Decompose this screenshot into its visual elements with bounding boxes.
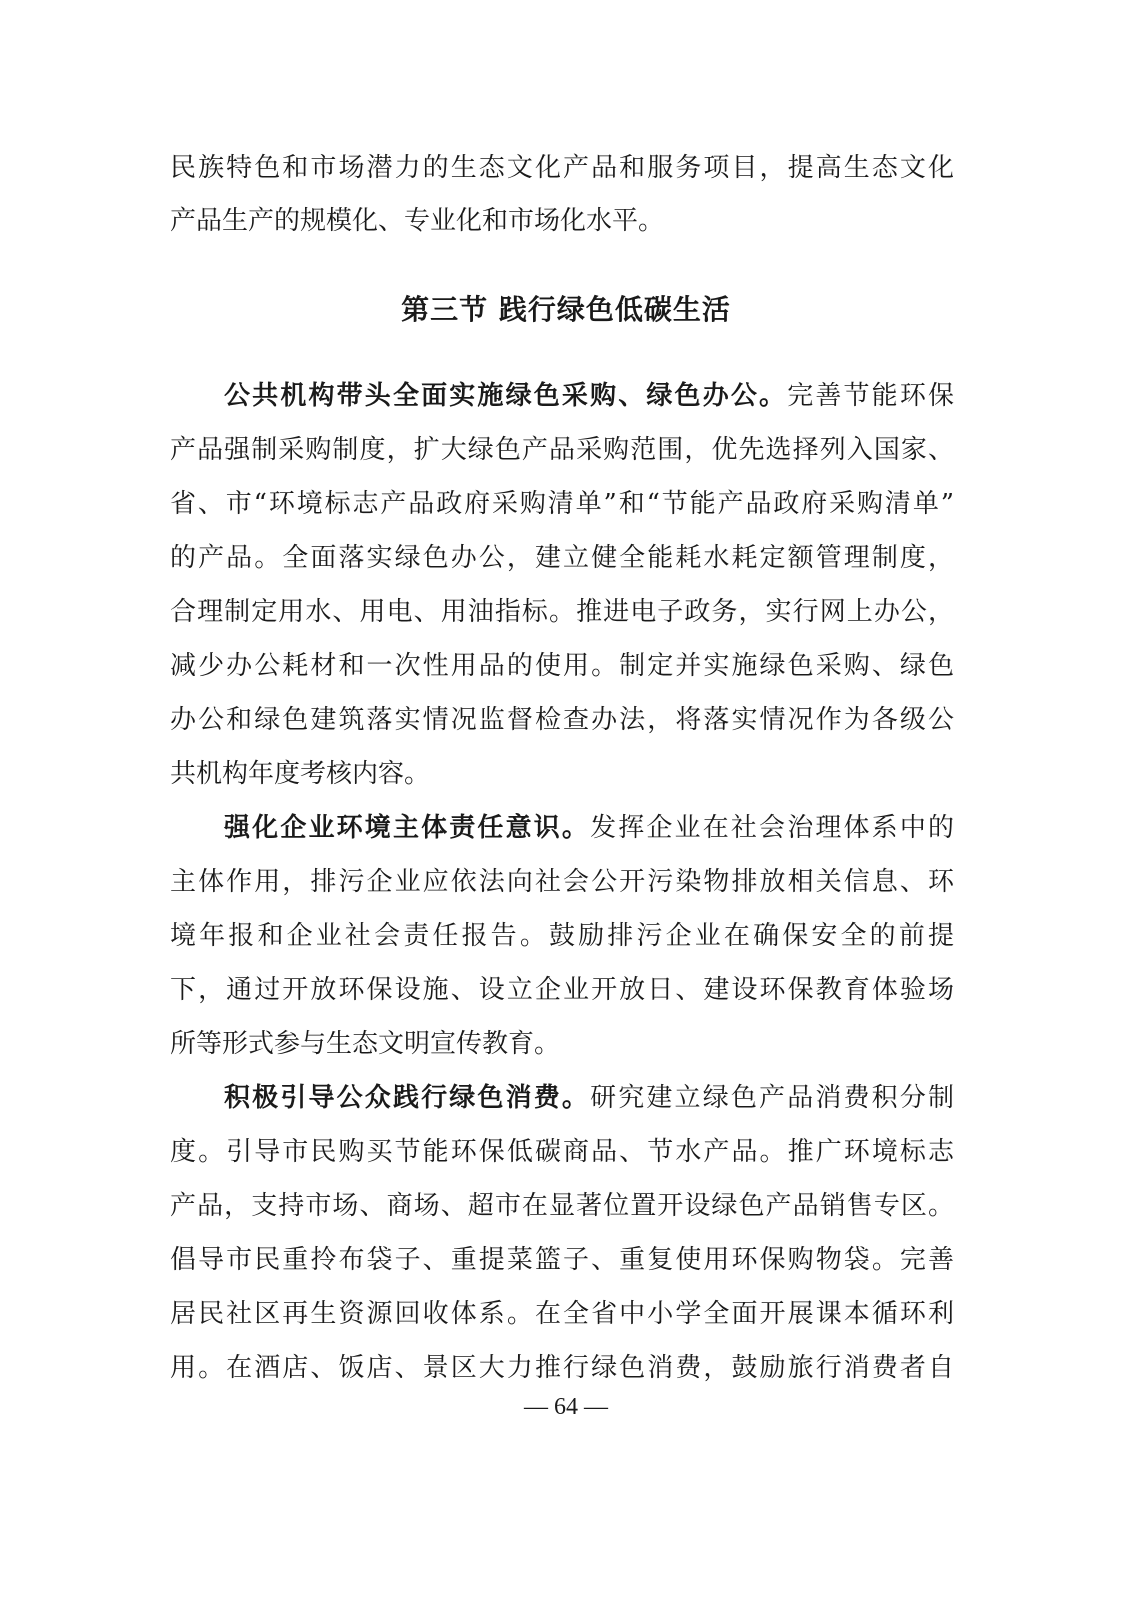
paragraph-line: 境年报和企业社会责任报告。鼓励排污企业在确保安全的前提 (170, 921, 954, 951)
paragraph-text: 完善节能环保 (787, 381, 954, 411)
paragraph-line: 主体作用，排污企业应依法向社会公开污染物排放相关信息、环 (170, 867, 954, 897)
paragraph-first-line (170, 378, 954, 414)
paragraph-line: 居民社区再生资源回收体系。在全省中小学全面开展课本循环利 (170, 1299, 954, 1329)
paragraph-line: 用。在酒店、饭店、景区大力推行绿色消费，鼓励旅行消费者自 (170, 1353, 954, 1383)
paragraph-line: 的产品。全面落实绿色办公，建立健全能耗水耗定额管理制度， (170, 543, 954, 573)
paragraph-first-line (170, 1080, 954, 1116)
page-number: — 64 — (524, 1394, 608, 1420)
paragraph-heading: 积极引导公众践行绿色消费。 (224, 1083, 591, 1113)
paragraph-line: 合理制定用水、用电、用油指标。推进电子政务，实行网上办公， (170, 597, 954, 627)
paragraph-line: 度。引导市民购买节能环保低碳商品、节水产品。推广环境标志 (170, 1137, 954, 1167)
paragraph-line: 倡导市民重拎布袋子、重提菜篮子、重复使用环保购物袋。完善 (170, 1245, 954, 1275)
paragraph-text: 发挥企业在社会治理体系中的 (590, 813, 954, 843)
paragraph-line: 民族特色和市场潜力的生态文化产品和服务项目，提高生态文化 (170, 153, 954, 183)
paragraph-line: 省、市“环境标志产品政府采购清单”和“节能产品政府采购清单” (170, 489, 954, 519)
paragraph-line: 减少办公耗材和一次性用品的使用。制定并实施绿色采购、绿色 (170, 651, 954, 681)
paragraph-line: 产品，支持市场、商场、超市在显著位置开设绿色产品销售专区。 (170, 1191, 954, 1221)
paragraph-heading: 公共机构带头全面实施绿色采购、绿色办公。 (224, 381, 788, 411)
paragraph-line: 共机构年度考核内容。 (170, 759, 431, 789)
section-title: 第三节 践行绿色低碳生活 (401, 293, 731, 326)
paragraph-line: 所等形式参与生态文明宣传教育。 (170, 1029, 561, 1059)
paragraph-line: 产品强制采购制度，扩大绿色产品采购范围，优先选择列入国家、 (170, 435, 954, 465)
paragraph-text: 研究建立绿色产品消费积分制 (590, 1083, 954, 1113)
paragraph-first-line (170, 810, 954, 846)
paragraph-line: 办公和绿色建筑落实情况监督检查办法，将落实情况作为各级公 (170, 705, 954, 735)
paragraph-line: 产品生产的规模化、专业化和市场化水平。 (170, 206, 665, 236)
paragraph-heading: 强化企业环境主体责任意识。 (224, 813, 591, 843)
paragraph-line: 下，通过开放环保设施、设立企业开放日、建设环保教育体验场 (170, 975, 954, 1005)
